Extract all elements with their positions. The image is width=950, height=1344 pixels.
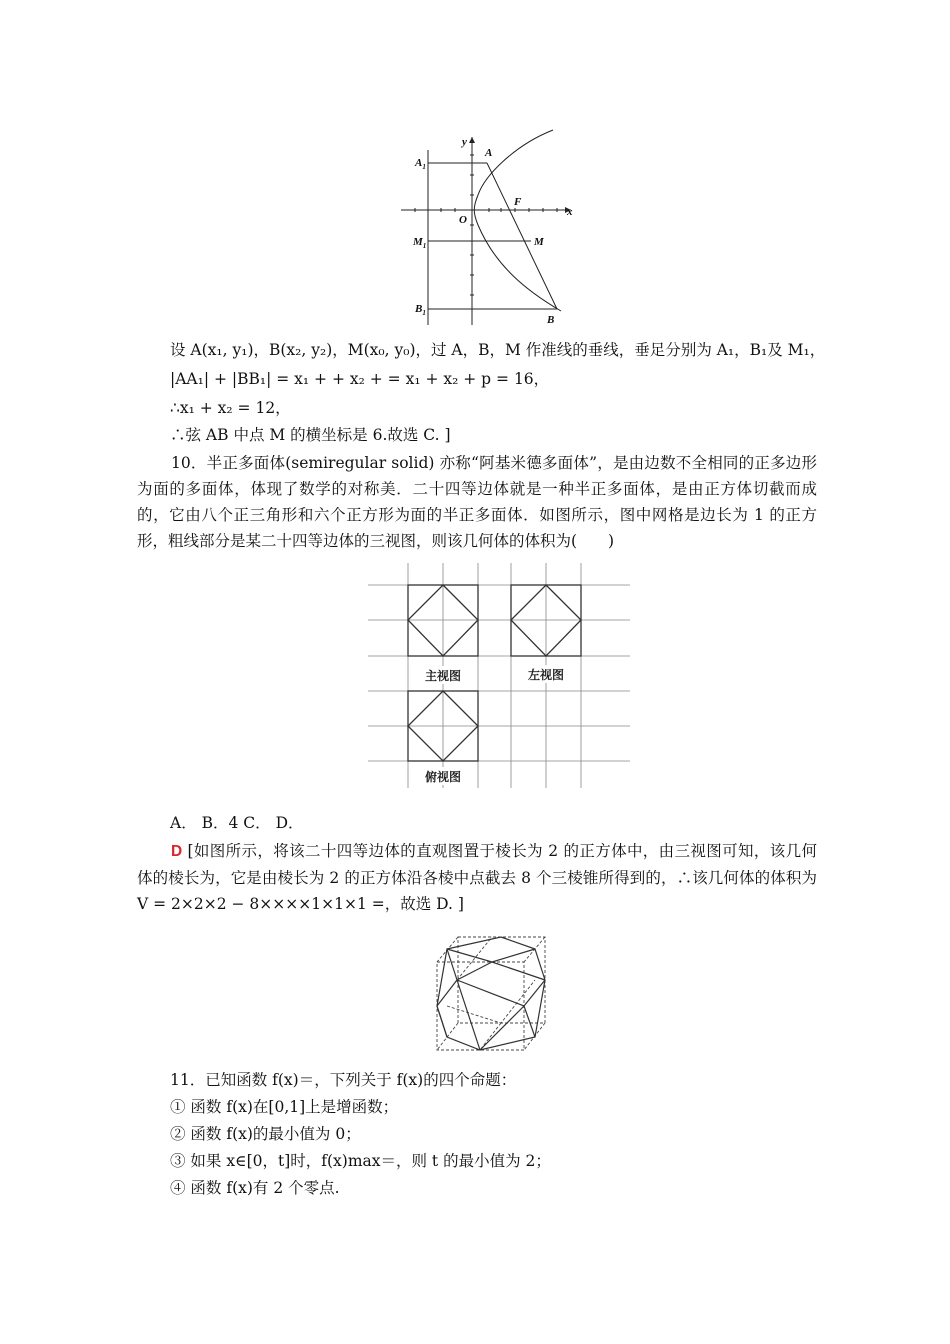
solution9-line2: |AA₁| + |BB₁| = x₁ + + x₂ + = x₁ + x₂ + p = 16， [170,370,550,388]
label-x: x [567,206,573,218]
answer10-text: D [如图所示，将该二十四等边体的直观图置于棱长为 2 的正方体中，由三视图可知，该几何体的棱长为，它是由棱长为 2 的正方体沿各棱中点截去 8 个三棱锥所得到的，∴该几何体的体积为 V = 2×2×2 − 8××××1×1×1 =，故选 D. ] [137,842,817,913]
question10-text: 10．半正多面体(semiregular solid) 亦称“阿基米德多面体”，是由边数不全相同的正多边形为面的多面体，体现了数学的对称美．二十四等边体就是一种半正多面体，是由正方体切截而成的，它由八个正三角形和六个正方形为面的半正多面体．如图所示，图中网格是边长为 1 的正方形，粗线部分是某二十四等边体的三视图，则该几何体的体积为( ) [137,454,817,550]
question11-line5: ④ 函数 f(x)有 2 个零点. [170,1179,340,1197]
label-m: M [534,236,544,248]
label-a: A [485,147,493,159]
solution9-line3: ∴x₁ + x₂ = 12， [170,399,291,417]
solution9-line4: ∴弦 AB 中点 M 的横坐标是 6.故选 C. ] [170,426,451,444]
three-view-figure [368,563,630,788]
top-view-label: 俯视图 [425,770,462,784]
chord-ab [487,163,557,309]
question11-line2: ① 函数 f(x)在[0,1]上是增函数； [170,1098,399,1116]
answer10-letter: D [171,843,183,860]
label-o: O [459,214,467,226]
question11-line1: 11．已知函数 f(x)＝，下列关于 f(x)的四个命题： [170,1071,517,1089]
side-view-label: 左视图 [528,668,565,682]
solution9-line1: 设 A(x₁, y₁)，B(x₂, y₂)，M(x₀, y₀)，过 A，B，M 作准线的垂线，垂足分别为 A₁，B₁及 M₁， [170,341,826,359]
cuboctahedron-figure [432,932,550,1054]
question10-options: A． B．4 C． D． [170,814,304,832]
parabola-figure [395,125,585,330]
label-m1: $M_1$ [413,236,427,250]
label-b: B [547,314,555,326]
label-y: y [462,136,467,148]
label-b1: $B_1$ [415,303,426,317]
question11-line3: ② 函数 f(x)的最小值为 0； [170,1125,361,1143]
front-view-label: 主视图 [425,669,462,683]
question11-line4: ③ 如果 x∈[0，t]时，f(x)max＝，则 t 的最小值为 2； [170,1152,551,1170]
label-a1: $A_1$ [415,157,426,171]
label-f: F [514,196,522,208]
